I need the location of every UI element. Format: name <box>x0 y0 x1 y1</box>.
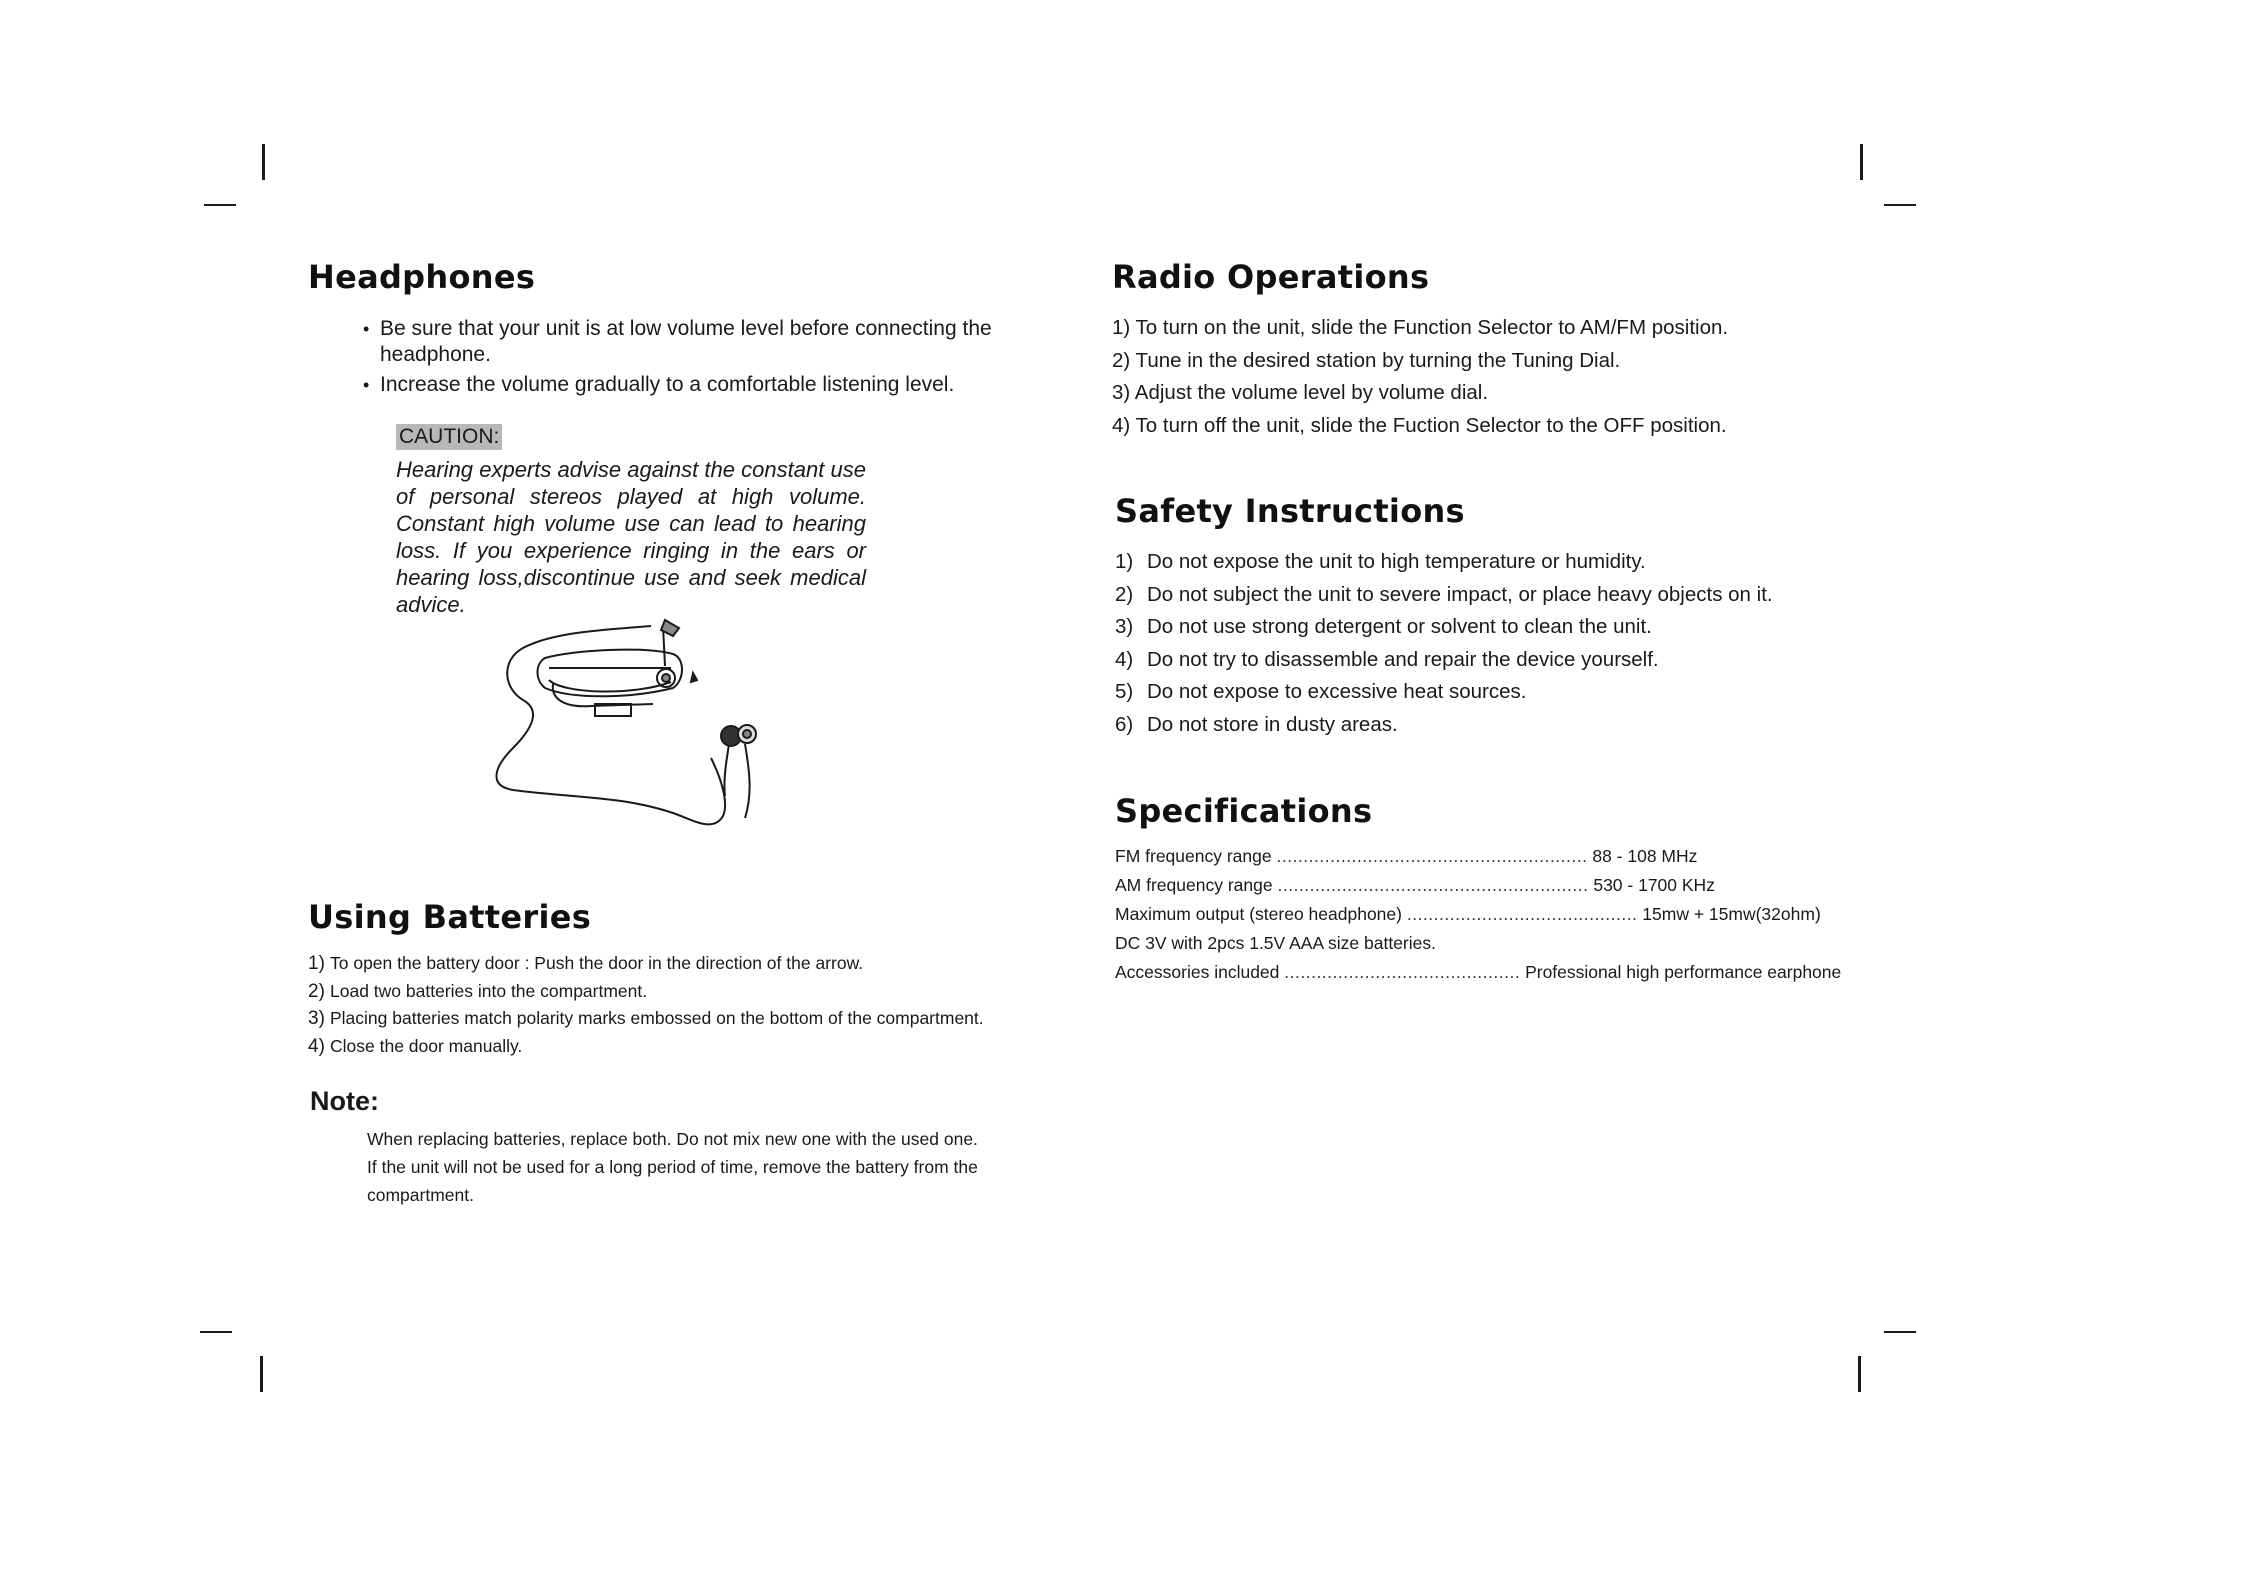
list-item: 4) Do not try to disassemble and repair the device yourself. <box>1115 647 1659 671</box>
note-line: If the unit will not be used for a long period of time, remove the battery from the compartment. <box>367 1157 978 1205</box>
radio-operations-heading: Radio Operations <box>1112 258 1430 296</box>
spec-value: 530 - 1700 KHz <box>1593 875 1715 895</box>
note-heading: Note: <box>310 1086 379 1116</box>
list-item: 4) To turn off the unit, slide the Fuction Selector to the OFF position. <box>1112 413 1727 437</box>
batteries-heading: Using Batteries <box>308 898 592 936</box>
list-item: 4) Close the door manually. <box>308 1035 523 1057</box>
note-body <box>367 1125 1037 1209</box>
headphones-section <box>308 258 1068 618</box>
spec-leader: ............................................ <box>1284 962 1521 982</box>
headphone-radio-illustration <box>483 618 843 838</box>
bullet-icon: • <box>363 319 370 339</box>
crop-mark <box>1860 144 1863 180</box>
list-item: 2) Do not subject the unit to severe impact, or place heavy objects on it. <box>1115 582 1773 606</box>
spec-value: 88 - 108 MHz <box>1592 846 1698 866</box>
spec-value: 15mw + 15mw(32ohm) <box>1642 904 1821 924</box>
specifications-list <box>1115 846 1875 991</box>
list-item: 5) Do not expose to excessive heat sources. <box>1115 680 1527 703</box>
spec-row <box>1115 875 1875 904</box>
spec-label: Accessories included <box>1115 962 1280 982</box>
radio-with-earphones-icon <box>483 618 843 838</box>
crop-mark <box>260 1356 263 1392</box>
batteries-list <box>308 950 1068 1060</box>
list-item: • Increase the volume gradually to a comfortable listening level. <box>363 373 955 396</box>
left-column <box>308 258 1068 1205</box>
caution-text: Hearing experts advise against the constant use of personal stereos played at high volume. Constant high volume use can lead to hearing loss. If you experience ringing in the ears or hearing loss,discontinue use and seek medical advice. <box>396 457 866 617</box>
headphones-bullets <box>308 316 1068 398</box>
note-line: When replacing batteries, replace both. Do not mix new one with the used one. <box>367 1129 978 1149</box>
list-item: 1) To turn on the unit, slide the Function Selector to AM/FM position. <box>1112 316 1729 339</box>
caution-label: CAUTION: <box>396 424 502 450</box>
spec-row <box>1115 846 1875 875</box>
crop-mark <box>1884 204 1916 206</box>
spec-row <box>1115 933 1875 962</box>
headphones-heading: Headphones <box>308 258 536 296</box>
list-item: 2) Load two batteries into the compartment. <box>308 980 648 1002</box>
batteries-section <box>308 898 1068 1060</box>
crop-mark <box>262 144 265 180</box>
spec-label: FM frequency range <box>1115 846 1272 866</box>
radio-operations-section <box>1112 258 1872 442</box>
list-item: 3) Do not use strong detergent or solvent to clean the unit. <box>1115 615 1652 638</box>
bullet-icon: • <box>363 375 370 395</box>
spec-label: AM frequency range <box>1115 875 1273 895</box>
list-item: 2) Tune in the desired station by turning the Tuning Dial. <box>1112 348 1621 372</box>
specifications-section <box>1115 792 1875 991</box>
spec-label: DC 3V with 2pcs 1.5V AAA size batteries. <box>1115 933 1436 953</box>
safety-heading: Safety Instructions <box>1115 492 1465 530</box>
spec-row <box>1115 904 1875 933</box>
spec-leader: .......................................................... <box>1277 875 1589 895</box>
list-item: 1) To open the battery door : Push the door in the direction of the arrow. <box>308 953 864 974</box>
crop-mark <box>200 1331 232 1333</box>
crop-mark <box>1884 1331 1916 1333</box>
spec-label: Maximum output (stereo headphone) <box>1115 904 1402 924</box>
list-item: 3) Placing batteries match polarity marks embossed on the bottom of the compartment. <box>308 1008 984 1029</box>
specifications-heading: Specifications <box>1115 792 1373 830</box>
crop-mark <box>204 204 236 206</box>
radio-operations-list <box>1112 312 1872 442</box>
crop-mark <box>1858 1356 1861 1392</box>
spec-value: Professional high performance earphone <box>1525 962 1842 982</box>
spec-leader: .......................................................... <box>1276 846 1588 866</box>
note-section <box>310 1086 1070 1209</box>
safety-section <box>1115 492 1875 741</box>
spec-leader: ........................................... <box>1406 904 1638 924</box>
list-item: 1) Do not expose the unit to high temperature or humidity. <box>1115 550 1646 573</box>
list-item: 3) Adjust the volume level by volume dial. <box>1112 381 1489 404</box>
safety-list <box>1115 546 1875 741</box>
list-item: • Be sure that your unit is at low volume level before connecting the headphone. <box>363 317 992 366</box>
list-item: 6) Do not store in dusty areas. <box>1115 712 1398 736</box>
spec-row <box>1115 962 1875 991</box>
